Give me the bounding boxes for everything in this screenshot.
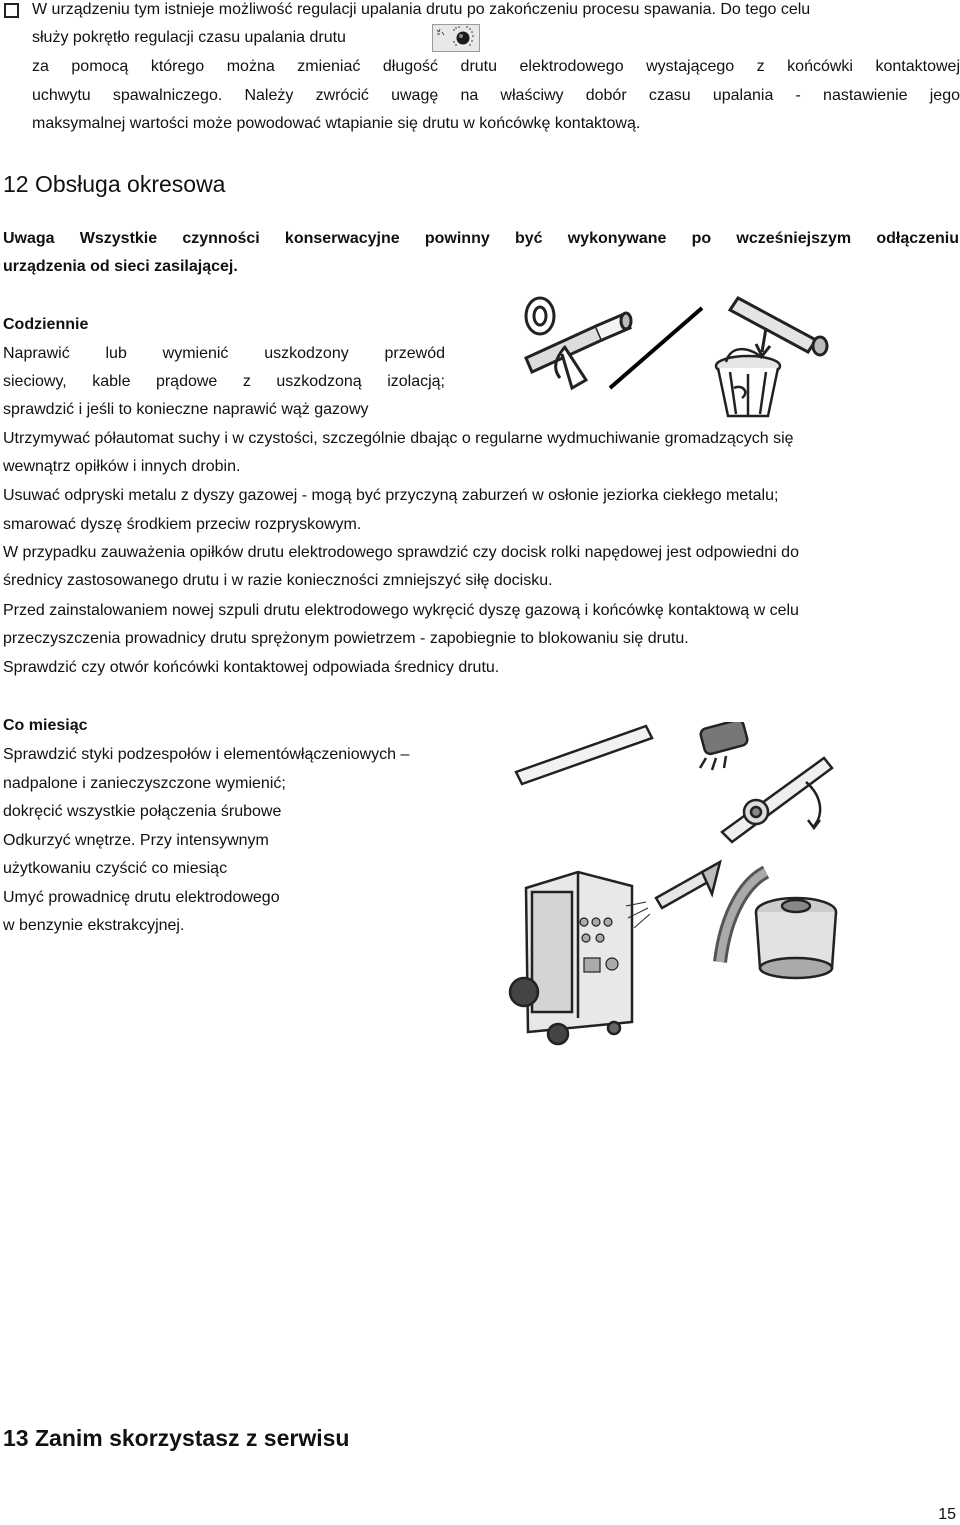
intro-line-1: W urządzeniu tym istnieje możliwość regulacji upalania drutu po zakończeniu procesu spawania. Do tego celu [32, 1, 811, 18]
daily-line-3: sprawdzić i jeśli to konieczne naprawić wąż gazowy [3, 401, 369, 418]
intro-line-4: uchwytu spawalniczego. Należy zwrócić uwagę na właściwy dobór czasu upalania - nastawienie jego [32, 87, 960, 104]
daily-line-6: Usuwać odpryski metalu z dyszy gazowej - mogą być przyczyną zaburzeń w osłonie jeziorka ciekłego metalu; [3, 487, 779, 504]
warning-line-1: Uwaga Wszystkie czynności konserwacyjne powinny być wykonywane po wcześniejszym odłączeniu [3, 230, 959, 247]
monthly-line-6: Umyć prowadnicę drutu elektrodowego [3, 889, 280, 906]
intro-line-5: maksymalnej wartości może powodować wtapianie się drutu w końcówkę kontaktową. [32, 115, 641, 132]
daily-line-8: W przypadku zauważenia opiłków drutu elektrodowego sprawdzić czy docisk rolki napędowej jest odpowiedni do [3, 544, 799, 561]
intro-line-2: służy pokrętło regulacji czasu upalania drutu [32, 29, 346, 46]
intro-line-3: za pomocą którego można zmieniać długość drutu elektrodowego wystającego z końcówki kontaktowej [32, 58, 960, 75]
monthly-line-3: dokręcić wszystkie połączenia śrubowe [3, 803, 282, 820]
daily-heading: Codziennie [3, 316, 89, 333]
monthly-line-7: w benzynie ekstrakcyjnej. [3, 917, 185, 934]
page-number: 15 [938, 1506, 956, 1523]
monthly-line-4: Odkurzyć wnętrze. Przy intensywnym [3, 832, 269, 849]
monthly-heading: Co miesiąc [3, 717, 88, 734]
daily-line-1: Naprawić lub wymienić uszkodzony przewód [3, 345, 445, 362]
daily-line-10: Przed zainstalowaniem nowej szpuli drutu elektrodowego wykręcić dyszę gazową i końcówkę kontaktową w celu [3, 602, 799, 619]
maintenance-illustration [506, 722, 844, 1048]
daily-line-9: średnicy zastosowanego drutu i w razie konieczności zmniejszyć siłę docisku. [3, 572, 553, 589]
daily-line-7: smarować dyszę środkiem przeciw rozpryskowym. [3, 516, 362, 533]
section-13-title: 13 Zanim skorzystasz z serwisu [3, 1425, 350, 1451]
checkbox-bullet-icon [4, 3, 19, 18]
section-12-title: 12 Obsługa okresowa [3, 171, 226, 197]
daily-line-11: przeczyszczenia prowadnicy drutu sprężonym powietrzem - zapobiegnie to blokowaniu się drutu. [3, 630, 689, 647]
monthly-line-1: Sprawdzić styki podzespołów i elementówłączeniowych – [3, 746, 410, 763]
daily-line-5: wewnątrz opiłków i innych drobin. [3, 458, 241, 475]
warning-line-2: urządzenia od sieci zasilającej. [3, 258, 238, 275]
monthly-line-2: nadpalone i zanieczyszczone wymienić; [3, 775, 286, 792]
wire-burnback-knob-icon [432, 24, 480, 52]
daily-line-2: sieciowy, kable prądowe z uszkodzoną izolacją; [3, 373, 445, 390]
daily-line-12: Sprawdzić czy otwór końcówki kontaktowej odpowiada średnicy drutu. [3, 659, 500, 676]
monthly-line-5: użytkowaniu czyścić co miesiąc [3, 860, 228, 877]
daily-line-4: Utrzymywać półautomat suchy i w czystości, szczególnie dbając o regularne wydmuchiwanie gromadzących się [3, 430, 794, 447]
cable-repair-illustration [516, 288, 834, 418]
